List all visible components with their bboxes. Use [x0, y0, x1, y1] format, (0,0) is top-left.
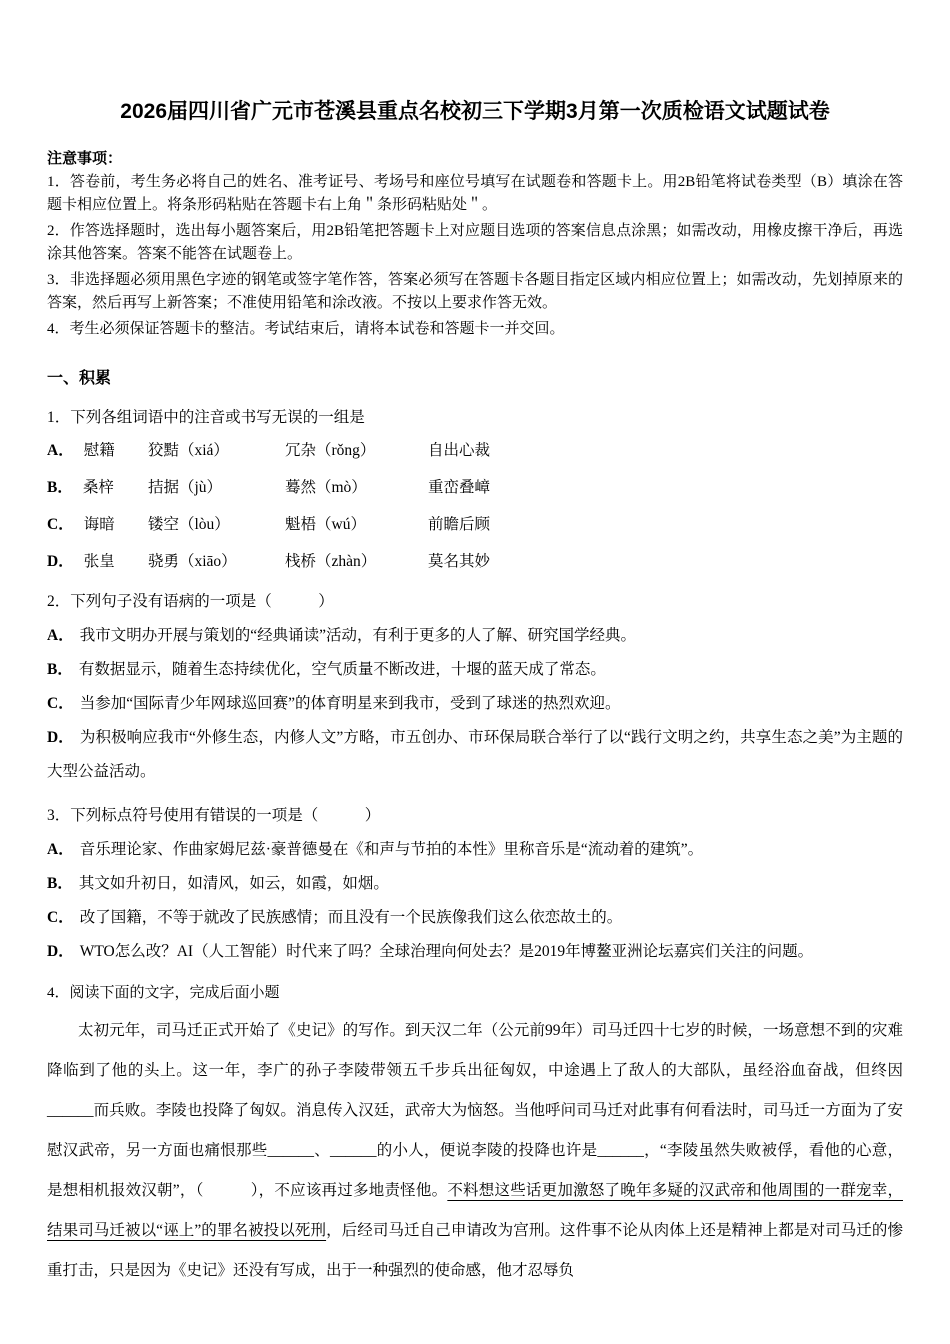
option-label: D．	[47, 553, 74, 570]
notice-section	[47, 148, 903, 341]
option-label: B．	[47, 479, 73, 496]
option-label: B．	[47, 875, 73, 892]
passage-segment-3: ，后经司马迁自己申请改为宫刑。这件事不论从肉体上还是精神上都是对司马迁的惨重打击，只是因为《史记》还没有写成，出于一种强烈的使命感，他才忍辱负	[47, 1222, 903, 1279]
q1-option-row-a	[47, 441, 903, 461]
option-word-text: 慰籍	[83, 442, 115, 459]
option-word	[47, 552, 148, 572]
q1-option-row-d	[47, 552, 903, 572]
option-pinyin-2: 魁梧（wú）	[285, 516, 366, 533]
option-label: D．	[47, 729, 74, 746]
option-pinyin-1: 拮据（jù）	[148, 479, 223, 496]
q2-option-b	[47, 653, 903, 687]
notice-item-3: 3．非选择题必须用黑色字迹的钢笔或签字笔作答，答案必须写在答题卡各题目指定区域内相应位置上；如需改动，先划掉原来的答案，然后再写上新答案；不准使用铅笔和涂改液。不按以上要求作答无效。	[47, 272, 903, 311]
option-text: 为积极响应我市“外修生态，内修人文”方略，市五创办、市环保局联合举行了以“践行文明之约，共享生态之美”为主题的大型公益活动。	[47, 729, 903, 780]
option-label: C．	[47, 516, 74, 533]
q2-stem: 2．下列句子没有语病的一项是（ ）	[47, 593, 334, 610]
option-text: WTO怎么改？AI（人工智能）时代来了吗？全球治理向何处去？是2019年博鳌亚洲论坛嘉宾们关注的问题。	[79, 943, 814, 960]
option-word	[47, 515, 148, 535]
option-label: C．	[47, 909, 74, 926]
option-idiom: 前瞻后顾	[428, 516, 491, 533]
option-idiom: 重峦叠嶂	[428, 479, 491, 496]
option-idiom: 自出心裁	[428, 442, 491, 459]
option-pinyin-2: 蓦然（mò）	[285, 479, 367, 496]
notice-item-1: 1．答卷前，考生务必将自己的姓名、准考证号、考场号和座位号填写在试题卷和答题卡上。用2B铅笔将试卷类型（B）填涂在答题卡相应位置上。将条形码粘贴在答题卡右上角＂条形码粘贴处＂。	[47, 174, 903, 213]
q3-stem: 3．下列标点符号使用有错误的一项是（ ）	[47, 807, 381, 824]
q3-option-b	[47, 867, 903, 901]
option-text: 其文如升初日，如清风，如云，如霞，如烟。	[78, 875, 389, 892]
option-word-text: 诲暗	[83, 516, 115, 533]
q1-option-row-b	[47, 478, 903, 498]
option-text: 有数据显示，随着生态持续优化，空气质量不断改进，十堰的蓝天成了常态。	[78, 661, 606, 678]
option-label: A．	[47, 627, 74, 644]
option-idiom: 莫名其妙	[428, 553, 491, 570]
q3-option-a	[47, 833, 903, 867]
q1-stem: 1．下列各组词语中的注音或书写无误的一组是	[47, 409, 365, 426]
option-text: 当参加“国际青少年网球巡回赛”的体育明星来到我市，受到了球迷的热烈欢迎。	[79, 695, 621, 712]
q1-option-row-c	[47, 515, 903, 535]
option-label: A．	[47, 442, 74, 459]
q2-option-c	[47, 687, 903, 721]
paper-title: 2026届四川省广元市苍溪县重点名校初三下学期3月第一次质检语文试题试卷	[120, 100, 830, 123]
option-word-text: 桑梓	[82, 479, 114, 496]
q2-option-a	[47, 619, 903, 653]
passage-segment-underlined: 不料想这些话更加激怒了晚年多疑的汉武帝和他周围的一群宠幸，结果司马迁被以“诬上”的罪名被投以死刑	[47, 1182, 903, 1239]
option-text: 改了国籍，不等于就改了民族感情；而且没有一个民族像我们这么依恋故土的。	[79, 909, 623, 926]
q2-option-d	[47, 721, 903, 789]
option-pinyin-1: 镂空（lòu）	[148, 516, 230, 533]
option-text: 我市文明办开展与策划的“经典诵读”活动，有利于更多的人了解、研究国学经典。	[79, 627, 636, 644]
option-label: B．	[47, 661, 73, 678]
notice-item-2: 2．作答选择题时，选出每小题答案后，用2B铅笔把答题卡上对应题目选项的答案信息点涂黑；如需改动，用橡皮擦干净后，再选涂其他答案。答案不能答在试题卷上。	[47, 223, 903, 262]
notice-heading: 注意事项：	[47, 151, 123, 167]
section-heading-accumulation: 一、积累	[47, 370, 112, 387]
q3-options	[47, 833, 903, 969]
option-word-text: 张皇	[83, 553, 115, 570]
option-word	[47, 441, 148, 461]
option-pinyin-1: 骁勇（xiāo）	[148, 553, 237, 570]
option-word	[47, 478, 148, 498]
q4-stem: 4．阅读下面的文字，完成后面小题	[47, 985, 280, 1001]
option-label: C．	[47, 695, 74, 712]
option-text: 音乐理论家、作曲家姆尼兹·豪普德曼在《和声与节拍的本性》里称音乐是“流动着的建筑”。	[79, 841, 704, 858]
notice-item-4: 4．考生必须保证答题卡的整洁。考试结束后，请将本试卷和答题卡一并交回。	[47, 321, 565, 337]
option-pinyin-2: 冗杂（rǒng）	[285, 442, 376, 459]
q2-options	[47, 619, 903, 789]
option-pinyin-1: 狡黠（xiá）	[148, 442, 229, 459]
option-label: A．	[47, 841, 74, 858]
q3-option-c	[47, 901, 903, 935]
q1-options	[47, 441, 903, 572]
option-label: D．	[47, 943, 74, 960]
q3-option-d	[47, 935, 903, 969]
option-pinyin-2: 栈桥（zhàn）	[285, 553, 377, 570]
q4-passage	[47, 1011, 903, 1291]
passage-segment-1: 太初元年，司马迁正式开始了《史记》的写作。到天汉二年（公元前99年）司马迁四十七岁的时候，一场意想不到的灾难降临到了他的头上。这一年，李广的孙子李陵带领五千步兵出征匈奴，中途遇上了敌人的大部队，虽经浴血奋战，但终因______而兵败。李陵也投降了匈奴。消息传入汉廷，武帝大为恼怒。当他呼问司马迁对此事有何看法时，司马迁一方面为了安慰汉武帝，另一方面也痛恨那些______、______的小人，便说李陵的投降也许是______，“李陵虽然失败被俘，看他的心意，是想相机报效汉朝”，（ ），不应该再过多地责怪他。	[47, 1022, 903, 1199]
